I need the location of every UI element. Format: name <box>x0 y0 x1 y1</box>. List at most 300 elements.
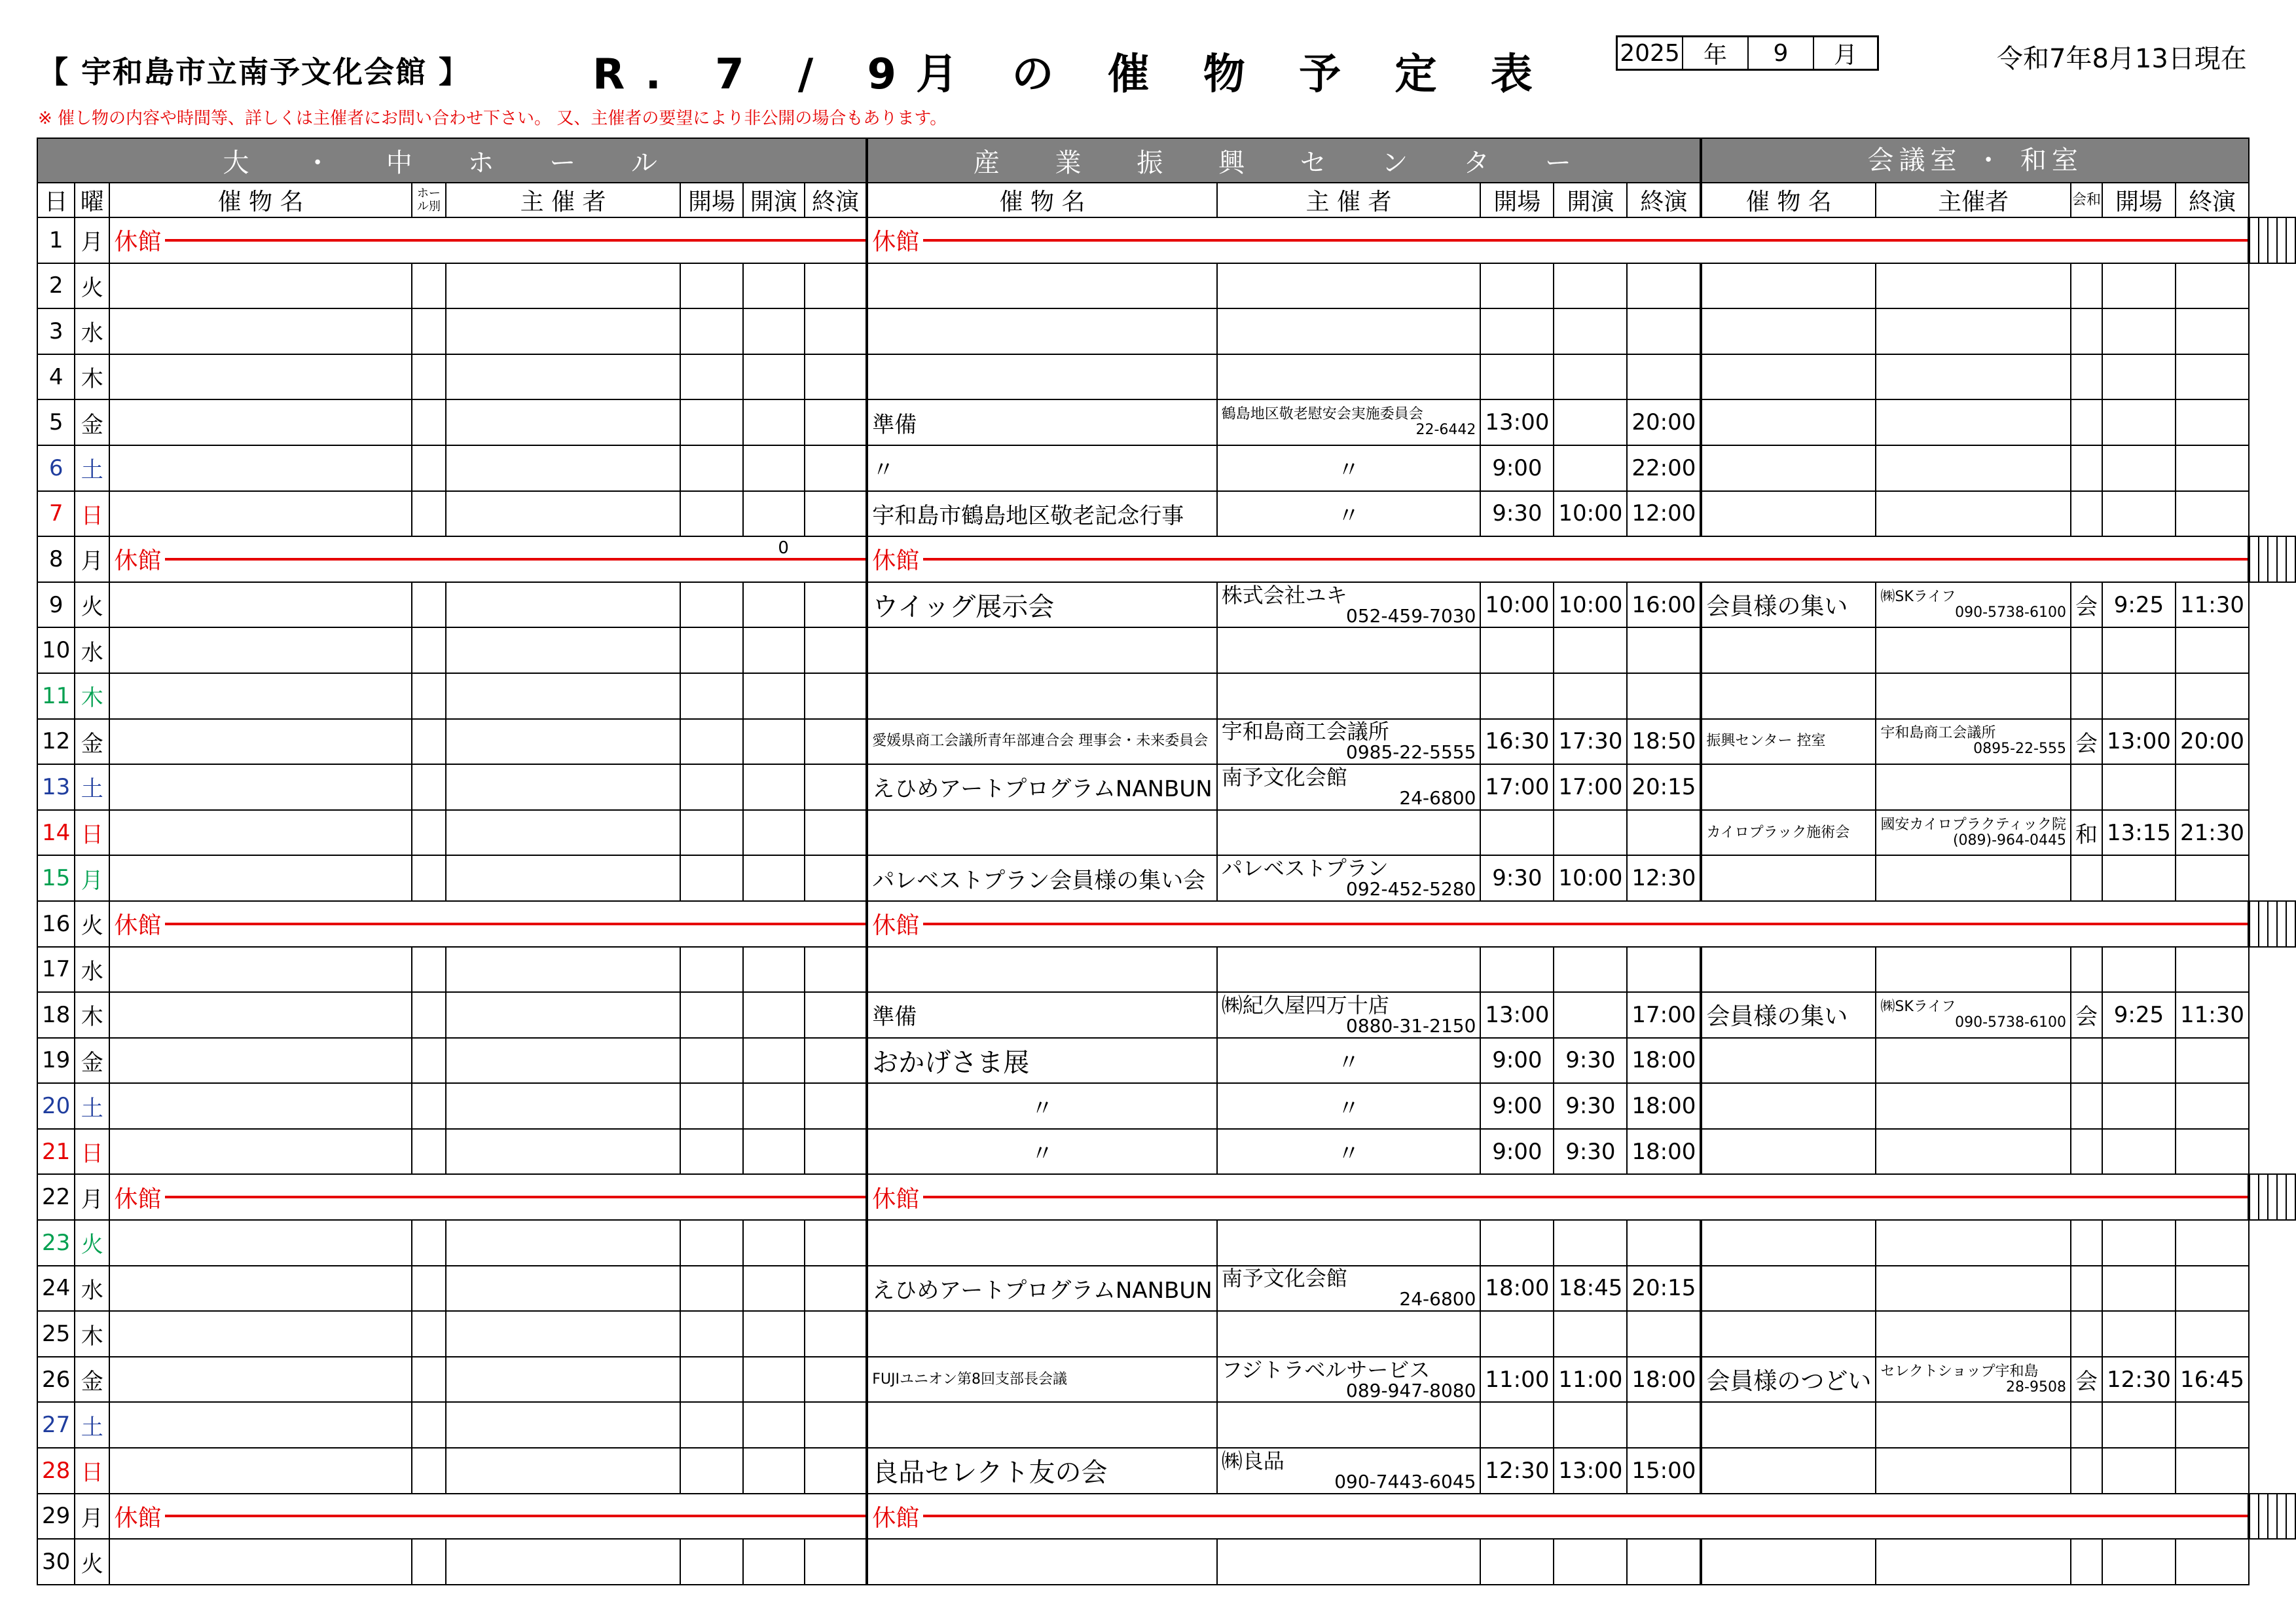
day-number: 3 <box>37 308 75 354</box>
organizer-phone: 090-5738-6100 <box>1955 1014 2066 1031</box>
room-end <box>2176 354 2249 400</box>
day-number: 26 <box>37 1357 75 1403</box>
organizer-name: 株式会社ユキ <box>1221 582 1347 608</box>
room-end <box>2176 1266 2249 1312</box>
room-organizer <box>2259 901 2268 947</box>
center-end: 16:00 <box>1627 582 1701 628</box>
organizer-phone: 24-6800 <box>1399 1288 1476 1310</box>
weekday: 水 <box>75 627 109 673</box>
center-end: 17:00 <box>1627 992 1701 1038</box>
center-start <box>1554 263 1627 309</box>
room-open: 12:30 <box>2102 1357 2176 1403</box>
col-hall-event: 催 物 名 <box>109 183 412 217</box>
room-event <box>2249 217 2259 263</box>
room-organizer <box>1876 855 2071 901</box>
center-event <box>867 1311 1216 1357</box>
day-number: 12 <box>37 719 75 765</box>
room-organizer <box>1876 947 2071 993</box>
room-end <box>2176 1220 2249 1266</box>
closed-label: 休館 <box>872 1175 2244 1219</box>
hall-start <box>743 719 805 765</box>
hall-open <box>680 1357 742 1403</box>
room-organizer <box>1876 582 2071 628</box>
center-event: FUJIユニオン第8回支部長会議 <box>867 1357 1216 1403</box>
table-row <box>37 855 2295 901</box>
hall-event <box>109 947 412 993</box>
center-event <box>867 354 1216 400</box>
room-event <box>1701 855 1876 901</box>
col-room-end: 終演 <box>2176 183 2249 217</box>
center-open: 9:30 <box>1480 855 1554 901</box>
center-open: 9:00 <box>1480 1083 1554 1129</box>
weekday: 月 <box>75 536 109 582</box>
room-end <box>2176 947 2249 993</box>
table-row <box>37 263 2295 309</box>
hall-event <box>109 1311 412 1357</box>
room-end <box>2176 308 2249 354</box>
hall-end <box>805 308 867 354</box>
room-open <box>2102 764 2176 810</box>
organizer-name: フジトラベルサービス <box>1221 1357 1430 1382</box>
room-event <box>1701 354 1876 400</box>
table-row <box>37 1083 2295 1129</box>
hall-open <box>680 1220 742 1266</box>
weekday: 金 <box>75 1038 109 1084</box>
organizer-name: ㈱紀久屋四万十店 <box>1221 992 1389 1018</box>
center-start <box>1554 810 1627 856</box>
center-start <box>1554 1220 1627 1266</box>
day-number: 14 <box>37 810 75 856</box>
room-type <box>2071 947 2102 993</box>
room-event <box>1701 1220 1876 1266</box>
weekday: 月 <box>75 1174 109 1220</box>
hall-organizer <box>446 1129 681 1175</box>
center-event: えひめアートプログラムNANBUN <box>867 1266 1216 1312</box>
hall-type <box>412 855 446 901</box>
center-open <box>1480 627 1554 673</box>
organizer-block <box>1222 720 1476 764</box>
center-start <box>1554 308 1627 354</box>
hall-type <box>412 308 446 354</box>
center-event <box>867 627 1216 673</box>
hall-open <box>680 764 742 810</box>
room-event <box>1701 1448 1876 1494</box>
room-open <box>2102 308 2176 354</box>
organizer-name: ㈱SKライフ <box>1880 588 1956 605</box>
center-end <box>1627 308 1701 354</box>
hall-start <box>743 1083 805 1129</box>
room-open <box>2102 673 2176 719</box>
hall-event <box>109 1220 412 1266</box>
center-start: 10:00 <box>1554 855 1627 901</box>
hall-end <box>805 1266 867 1312</box>
hall-type <box>412 947 446 993</box>
organizer-name: 鶴島地区敬老慰安会実施委員会 <box>1221 406 1423 423</box>
hall-end <box>805 1083 867 1129</box>
room-organizer <box>1876 627 2071 673</box>
room-open <box>2102 1083 2176 1129</box>
closed-label: 休館 <box>114 902 862 946</box>
table-row <box>37 1311 2295 1357</box>
center-event: 〃 <box>867 1083 1216 1129</box>
room-end <box>2176 1083 2249 1129</box>
organizer-name: 宇和島商工会議所 <box>1880 725 1996 742</box>
col-room-organizer: 主催者 <box>1876 183 2071 217</box>
col-room-type: 会和 <box>2071 183 2102 217</box>
hall-open <box>680 855 742 901</box>
hall-closed <box>109 1494 867 1540</box>
center-open: 9:00 <box>1480 1129 1554 1175</box>
hall-event <box>109 1038 412 1084</box>
day-number: 1 <box>37 217 75 263</box>
hall-end <box>805 354 867 400</box>
weekday: 日 <box>75 1448 109 1494</box>
hall-event <box>109 491 412 537</box>
organizer-block <box>1222 1449 1476 1493</box>
day-number: 25 <box>37 1311 75 1357</box>
hall-start <box>743 1539 805 1585</box>
room-type <box>2071 308 2102 354</box>
room-event <box>1701 1266 1876 1312</box>
center-end <box>1627 627 1701 673</box>
organizer-block <box>1880 1357 2066 1402</box>
center-start <box>1554 1311 1627 1357</box>
room-type <box>2071 764 2102 810</box>
center-end <box>1627 1539 1701 1585</box>
organizer-block <box>1222 583 1476 627</box>
center-start <box>1554 992 1627 1038</box>
room-end <box>2176 1311 2249 1357</box>
room-event: 会員様の集い <box>1701 992 1876 1038</box>
hall-event <box>109 764 412 810</box>
hall-event <box>109 1083 412 1129</box>
center-open: 9:30 <box>1480 491 1554 537</box>
hall-open <box>680 1083 742 1129</box>
hall-end <box>805 992 867 1038</box>
organizer-name: ㈱SKライフ <box>1880 998 1956 1015</box>
room-type <box>2071 1311 2102 1357</box>
room-event <box>2249 1494 2259 1540</box>
col-center-open: 開場 <box>1480 183 1554 217</box>
table-row <box>37 1220 2295 1266</box>
center-start <box>1554 627 1627 673</box>
col-day: 日 <box>37 183 75 217</box>
room-organizer <box>1876 719 2071 765</box>
hall-type <box>412 719 446 765</box>
hall-event <box>109 855 412 901</box>
weekday: 火 <box>75 1220 109 1266</box>
center-closed <box>867 217 2249 263</box>
center-open: 16:30 <box>1480 719 1554 765</box>
closed-label: 休館 <box>872 537 2244 581</box>
center-end <box>1627 947 1701 993</box>
center-organizer <box>1217 1266 1481 1312</box>
room-end: 16:45 <box>2176 1357 2249 1403</box>
room-organizer <box>2259 1174 2268 1220</box>
hall-type <box>412 263 446 309</box>
hall-end <box>805 1448 867 1494</box>
hall-open <box>680 992 742 1038</box>
weekday: 日 <box>75 810 109 856</box>
room-organizer <box>1876 1357 2071 1403</box>
table-row <box>37 445 2295 491</box>
hall-end <box>805 1357 867 1403</box>
room-end <box>2286 217 2295 263</box>
closed-label: 休館 <box>872 1494 2244 1539</box>
day-number: 16 <box>37 901 75 947</box>
weekday: 火 <box>75 263 109 309</box>
table-row <box>37 1038 2295 1084</box>
hall-end <box>805 399 867 445</box>
hall-start <box>743 1448 805 1494</box>
organizer-phone: 092-452-5280 <box>1346 878 1476 900</box>
hall-open <box>680 308 742 354</box>
room-event: 会員様のつどい <box>1701 1357 1876 1403</box>
center-organizer <box>1217 810 1481 856</box>
center-event: 準備 <box>867 399 1216 445</box>
hall-type <box>412 1083 446 1129</box>
center-end <box>1627 354 1701 400</box>
organizer-block <box>1880 720 2066 764</box>
hall-start <box>743 445 805 491</box>
center-open: 13:00 <box>1480 399 1554 445</box>
room-organizer <box>1876 354 2071 400</box>
room-end <box>2286 901 2295 947</box>
hall-open <box>680 1266 742 1312</box>
organizer-name: 國安カイロプラクティック院 <box>1880 816 2066 833</box>
room-open <box>2102 1402 2176 1448</box>
center-start <box>1554 673 1627 719</box>
room-event <box>1701 1083 1876 1129</box>
hall-start <box>743 1266 805 1312</box>
col-hall-open: 開場 <box>680 183 742 217</box>
organizer-phone: (089)-964-0445 <box>1952 832 2066 849</box>
hall-open <box>680 1448 742 1494</box>
center-end <box>1627 263 1701 309</box>
hall-type <box>412 354 446 400</box>
center-start <box>1554 1402 1627 1448</box>
center-start: 17:00 <box>1554 764 1627 810</box>
hall-end <box>805 1539 867 1585</box>
room-type <box>2071 263 2102 309</box>
hall-event <box>109 1539 412 1585</box>
day-number: 2 <box>37 263 75 309</box>
hall-start <box>743 263 805 309</box>
center-event: ウイッグ展示会 <box>867 582 1216 628</box>
room-organizer <box>1876 810 2071 856</box>
room-type <box>2268 536 2277 582</box>
room-end <box>2176 764 2249 810</box>
room-type <box>2268 901 2277 947</box>
weekday: 土 <box>75 1083 109 1129</box>
room-event: 振興センター 控室 <box>1701 719 1876 765</box>
center-end: 20:00 <box>1627 399 1701 445</box>
center-end: 12:30 <box>1627 855 1701 901</box>
center-organizer <box>1217 992 1481 1038</box>
table-row <box>37 536 2295 582</box>
hall-event <box>109 1266 412 1312</box>
room-end: 20:00 <box>2176 719 2249 765</box>
center-start <box>1554 947 1627 993</box>
organizer-phone: 0880-31-2150 <box>1346 1014 1476 1037</box>
center-organizer: 〃 <box>1217 445 1481 491</box>
hall-type <box>412 399 446 445</box>
hall-start <box>743 855 805 901</box>
hall-organizer <box>446 1448 681 1494</box>
day-number: 30 <box>37 1539 75 1585</box>
center-end: 18:00 <box>1627 1357 1701 1403</box>
room-organizer <box>1876 1129 2071 1175</box>
hall-start <box>743 491 805 537</box>
center-start: 13:00 <box>1554 1448 1627 1494</box>
weekday: 月 <box>75 217 109 263</box>
hall-type <box>412 445 446 491</box>
table-row <box>37 947 2295 993</box>
room-type <box>2268 1174 2277 1220</box>
hall-event <box>109 445 412 491</box>
hall-organizer <box>446 1266 681 1312</box>
table-row <box>37 901 2295 947</box>
hall-start <box>743 1311 805 1357</box>
center-end: 15:00 <box>1627 1448 1701 1494</box>
center-event <box>867 1539 1216 1585</box>
room-event <box>1701 1402 1876 1448</box>
col-hall-organizer: 主 催 者 <box>446 183 681 217</box>
room-organizer <box>2259 536 2268 582</box>
room-end <box>2176 1448 2249 1494</box>
closed-label: 休館 <box>114 218 862 263</box>
weekday: 日 <box>75 491 109 537</box>
col-center-end: 終演 <box>1627 183 1701 217</box>
hall-mark: 0 <box>778 538 789 559</box>
organizer-block <box>1880 811 2066 855</box>
hall-type <box>412 1129 446 1175</box>
room-event <box>1701 1311 1876 1357</box>
hall-organizer <box>446 582 681 628</box>
hall-organizer <box>446 764 681 810</box>
organizer-block <box>1880 583 2066 627</box>
hall-closed <box>109 536 867 582</box>
center-end <box>1627 1220 1701 1266</box>
room-open <box>2102 1266 2176 1312</box>
organizer-phone: 22-6442 <box>1415 422 1476 439</box>
day-number: 6 <box>37 445 75 491</box>
hall-end <box>805 1038 867 1084</box>
day-number: 22 <box>37 1174 75 1220</box>
center-start: 9:30 <box>1554 1083 1627 1129</box>
room-type <box>2071 399 2102 445</box>
hall-end <box>805 810 867 856</box>
hall-end <box>805 1402 867 1448</box>
hall-closed <box>109 217 867 263</box>
room-open <box>2102 1220 2176 1266</box>
center-organizer <box>1217 855 1481 901</box>
center-open: 9:00 <box>1480 445 1554 491</box>
hall-type <box>412 764 446 810</box>
hall-open <box>680 491 742 537</box>
table-row <box>37 764 2295 810</box>
hall-open <box>680 947 742 993</box>
center-open <box>1480 1311 1554 1357</box>
organizer-phone: 089-947-8080 <box>1346 1379 1476 1401</box>
room-organizer <box>1876 1402 2071 1448</box>
room-open <box>2102 1311 2176 1357</box>
closed-label: 休館 <box>872 218 2244 263</box>
center-event: パレベストプラン会員様の集い会 <box>867 855 1216 901</box>
weekday: 火 <box>75 582 109 628</box>
room-end <box>2176 1402 2249 1448</box>
hall-organizer <box>446 1083 681 1129</box>
room-organizer <box>1876 399 2071 445</box>
hall-type <box>412 1266 446 1312</box>
hall-organizer <box>446 673 681 719</box>
room-organizer <box>1876 263 2071 309</box>
center-end: 18:00 <box>1627 1083 1701 1129</box>
weekday: 日 <box>75 1129 109 1175</box>
center-start <box>1554 445 1627 491</box>
room-open <box>2102 445 2176 491</box>
room-type <box>2071 1448 2102 1494</box>
as-of-date: 令和7年8月13日現在 <box>1997 44 2247 74</box>
hall-event <box>109 399 412 445</box>
year-value: 2025 <box>1618 37 1683 69</box>
hall-organizer <box>446 354 681 400</box>
hall-start <box>743 1357 805 1403</box>
center-end <box>1627 810 1701 856</box>
center-open <box>1480 263 1554 309</box>
hall-event <box>109 263 412 309</box>
center-organizer <box>1217 1448 1481 1494</box>
room-open <box>2102 855 2176 901</box>
room-type <box>2071 673 2102 719</box>
room-organizer <box>1876 764 2071 810</box>
center-open: 11:00 <box>1480 1357 1554 1403</box>
center-end <box>1627 1311 1701 1357</box>
table-row <box>37 217 2295 263</box>
table-row <box>37 810 2295 856</box>
room-type <box>2071 1539 2102 1585</box>
hall-type <box>412 1038 446 1084</box>
date-box <box>1616 35 1879 71</box>
hall-end <box>805 673 867 719</box>
room-organizer <box>1876 1038 2071 1084</box>
organizer-block <box>1222 993 1476 1037</box>
page-title: R. 7 / 9月 の 催 物 予 定 表 <box>592 50 1552 99</box>
room-open <box>2102 1038 2176 1084</box>
room-end: 11:30 <box>2176 992 2249 1038</box>
room-type <box>2071 1402 2102 1448</box>
hall-end <box>805 582 867 628</box>
center-organizer <box>1217 263 1481 309</box>
center-open: 17:00 <box>1480 764 1554 810</box>
weekday: 金 <box>75 1357 109 1403</box>
center-open <box>1480 947 1554 993</box>
center-start: 9:30 <box>1554 1129 1627 1175</box>
center-organizer <box>1217 1311 1481 1357</box>
closed-label: 休館 <box>114 537 862 581</box>
center-open <box>1480 308 1554 354</box>
organizer-name: 南予文化会館 <box>1221 764 1347 790</box>
center-event: 愛媛県商工会議所青年部連合会 理事会・未来委員会 <box>867 719 1216 765</box>
year-label: 年 <box>1683 37 1749 69</box>
table-row <box>37 399 2295 445</box>
center-closed <box>867 901 2249 947</box>
table-row <box>37 1494 2295 1540</box>
day-number: 29 <box>37 1494 75 1540</box>
room-end <box>2286 1494 2295 1540</box>
hall-organizer <box>446 1220 681 1266</box>
center-organizer <box>1217 1402 1481 1448</box>
